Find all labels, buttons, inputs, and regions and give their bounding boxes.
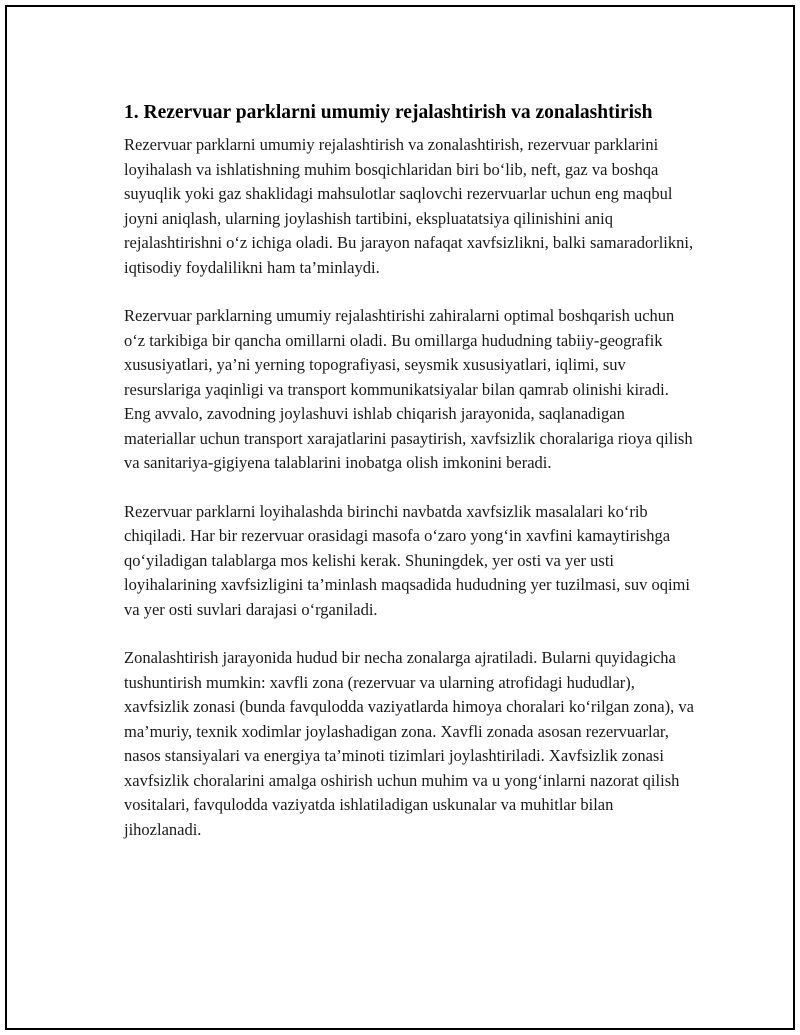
document-title: 1. Rezervuar parklarni umumiy rejalashtirish va zonalashtirish [124,102,653,123]
document-body [124,100,694,866]
paragraph-4: Zonalashtirish jarayonida hudud bir necha zonalarga ajratiladi. Bularni quyidagicha tushuntirish mumkin: xavfli zona (rezervuar va ularning atrofidagi hududlar), xavfsizlik zonasi (bunda favqulodda vaziyatlarda himoya choralari ko‘rilgan zona), va ma’muriy, texnik xodimlar joylashadigan zona. Xavfli zonada asosan rezervuarlar, nasos stansiyalari va energiya ta’minoti tizimlari joylashtiriladi. Xavfsizlik zonasi xavfsizlik choralarini amalga oshirish uchun muhim va u yong‘inlarni nazorat qilish vositalari, favqulodda vaziyatda ishlatiladigan uskunalar va muhitlar bilan jihozlanadi. [124,648,694,839]
paragraph-1: Rezervuar parklarni umumiy rejalashtirish va zonalashtirish, rezervuar parklarini loyihalash va ishlatishning muhim bosqichlaridan biri bo‘lib, neft, gaz va boshqa suyuqlik yoki gaz shaklidagi mahsulotlar saqlovchi rezervuarlar uchun eng maqbul joyni aniqlash, ularning joylashish tartibini, ekspluatatsiya qilinishini aniq rejalashtirishni o‘z ichiga oladi. Bu jarayon nafaqat xavfsizlikni, balki samaradorlikni, iqtisodiy foydalilikni ham ta’minlaydi. [124,135,694,277]
paragraph-2: Rezervuar parklarning umumiy rejalashtirishi zahiralarni optimal boshqarish uchun o‘z tarkibiga bir qancha omillarni oladi. Bu omillarga hududning tabiiy-geografik xususiyatlari, ya’ni yerning topografiyasi, seysmik xususiyatlari, iqlimi, suv resurslariga yaqinligi va transport kommunikatsiyalar bilan qamrab olinishi kiradi. Eng avvalo, zavodning joylashuvi ishlab chiqarish jarayonida, saqlanadigan materiallar uchun transport xarajatlarini pasaytirish, xavfsizlik choralariga rioya qilish va sanitariya-gigiyena talablarini inobatga olish imkonini beradi. [124,306,693,472]
page-frame [5,5,795,1030]
paragraph-3: Rezervuar parklarni loyihalashda birinchi navbatda xavfsizlik masalalari ko‘rib chiqiladi. Har bir rezervuar orasidagi masofa o‘zaro yong‘in xavfini kamaytirishga qo‘yiladigan talablarga mos kelishi kerak. Shuningdek, yer osti va yer usti loyihalarining xavfsizligini ta’minlash maqsadida hududning yer tuzilmasi, suv oqimi va yer osti suvlari darajasi o‘rganiladi. [124,501,690,619]
